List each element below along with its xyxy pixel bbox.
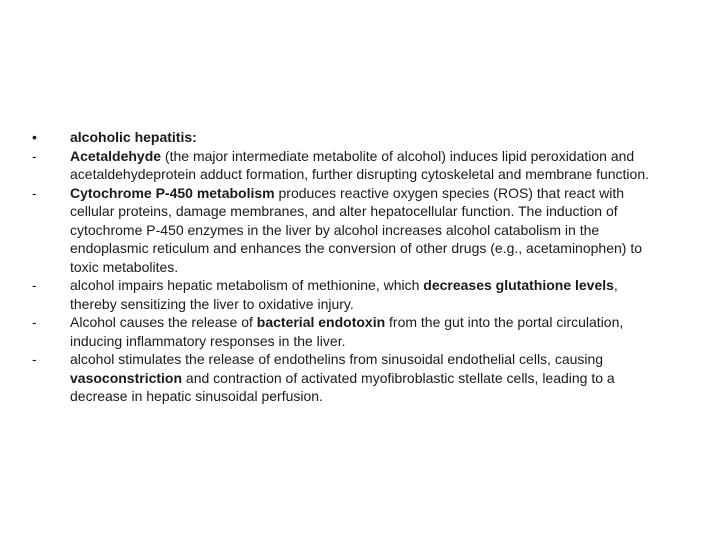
list-item	[26, 147, 666, 184]
bullet-list	[26, 128, 666, 406]
dash-marker: -	[32, 147, 37, 164]
bold-text: vasoconstriction	[70, 369, 183, 386]
list-item	[26, 128, 666, 147]
list-item-text	[70, 276, 666, 313]
body-text: and contraction of activated myofibroblastic stellate cells, leading to a decrease in hepatic sinusoidal perfusion.	[70, 369, 615, 404]
bold-text: bacterial endotoxin	[256, 314, 386, 330]
dash-marker: -	[32, 277, 37, 293]
body-text: Alcohol causes the release of	[70, 314, 257, 330]
list-item-text	[70, 128, 666, 147]
list-item	[26, 350, 666, 406]
list-item-text	[70, 350, 666, 406]
body-text: , thereby sensitizing the liver to oxidative injury.	[70, 277, 618, 312]
bold-text: Acetaldehyde	[70, 147, 162, 164]
bold-text: Cytochrome P-450 metabolism	[70, 184, 275, 201]
dash-marker: -	[32, 184, 37, 201]
body-text: (the major intermediate metabolite of alcohol) induces lipid peroxidation and acetaldehydeprotein adduct formation, further disrupting cytoskeletal and membrane function.	[70, 147, 650, 182]
bold-text: alcoholic hepatitis:	[70, 129, 197, 145]
body-text: produces reactive oxygen species (ROS) that react with cellular proteins, damage membranes, and alter hepatocellular function. The induction of cytochrome P-450 enzymes in the liver by alcohol increases alcohol catabolism in the endoplasmic reticulum and enhances the conversion of other drugs (e.g., acetaminophen) to toxic metabolites.	[70, 184, 643, 275]
list-item-text	[70, 313, 666, 350]
list-item	[26, 276, 666, 313]
body-text: alcohol stimulates the release of endothelins from sinusoidal endothelial cells, causing	[70, 351, 604, 367]
list-item-text	[70, 184, 666, 277]
body-text: from the gut into the portal circulation, inducing inflammatory responses in the liver.	[70, 314, 624, 349]
bold-text: decreases glutathione levels	[423, 277, 614, 293]
dash-marker: -	[32, 351, 37, 367]
bullet-marker: •	[32, 129, 37, 145]
list-item-text	[70, 147, 666, 184]
list-item	[26, 313, 666, 350]
dash-marker: -	[32, 314, 37, 330]
body-text: alcohol impairs hepatic metabolism of methionine, which	[70, 277, 424, 293]
list-item	[26, 184, 666, 277]
